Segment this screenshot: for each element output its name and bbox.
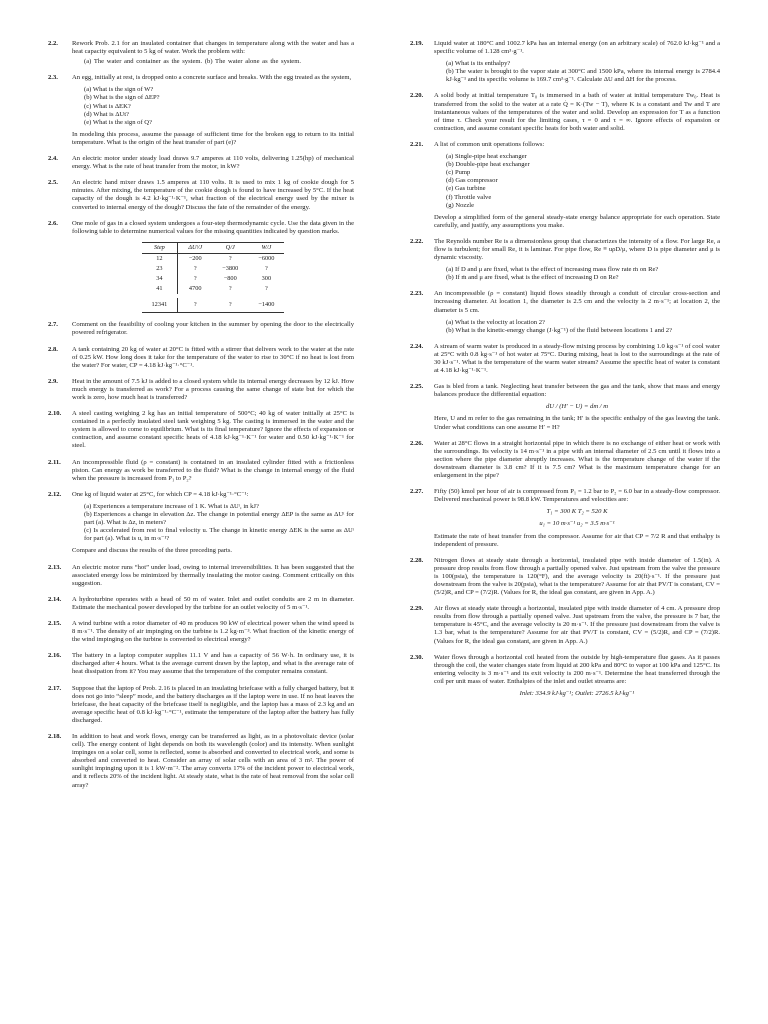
problem-number: 2.20. xyxy=(410,92,424,100)
table-row xyxy=(142,274,285,284)
equation: Inlet: 334.9 kJ·kg⁻¹; Outlet: 2726.5 kJ·kg⁻¹ xyxy=(519,690,635,697)
problem-text: In addition to heat and work flows, energy can be transferred as light, as in a photovoltaic device (solar cell). The energy content of light depends on both its wavelength (color) and its intensity. When sunlight impinges on a solar cell, some is reflected, some is absorbed and converted to electrical work, and some is absorbed and converted to heat. Consider an array of solar cells with an area of 3 m². The power of sunlight impinging upon it is 1 kW·m⁻². The array converts 17% of the incident power to electrical work, and it reflects 20% of the incident light. At steady state, what is the rate of heat removal from the solar cell array? xyxy=(72,733,354,789)
problem-2-24 xyxy=(410,343,720,375)
problem-text: An incompressible fluid (ρ = constant) is contained in an insulated cylinder fitted with a frictionless piston. Can energy as work be transferred to the fluid? What is the change in internal energy of the fluid when the pressure is increased from P₁ to P₂? xyxy=(72,458,354,482)
problem-part: (b) The water is brought to the vapor state at 300°C and 1500 kPa, where its internal energy is 2784.4 kJ·kg⁻¹ and its specific volume is 169.7 cm³·g⁻¹. Calculate ΔU and ΔH for the process. xyxy=(446,68,720,84)
problem-2-2 xyxy=(48,40,354,66)
problem-text: Fifty (50) kmol per hour of air is compressed from P₁ = 1.2 bar to P₂ = 6.0 bar in a steady-flow compressor. Delivered mechanical power is 98.8 kW. Temperatures and velocities are: xyxy=(434,488,720,504)
problem-part: (a) Single-pipe heat exchanger xyxy=(446,153,527,161)
problem-number: 2.6. xyxy=(48,219,58,227)
problem-text: In modeling this process, assume the passage of sufficient time for the broken egg to return to its initial temperature. What is the origin of the heat transfer of part (e)? xyxy=(72,130,354,146)
problem-part: (a) What is its enthalpy? xyxy=(446,60,511,68)
problem-body xyxy=(434,92,720,132)
cycle-data-table xyxy=(142,242,285,314)
problem-2-6 xyxy=(48,220,354,314)
problem-body xyxy=(72,40,354,66)
problem-2-18 xyxy=(48,733,354,790)
left-column xyxy=(48,40,354,798)
problem-2-5 xyxy=(48,179,354,211)
problem-number: 2.26. xyxy=(410,439,424,447)
problem-part: (b) Double-pipe heat exchanger xyxy=(446,161,530,169)
problem-part: (a) What is the velocity at location 2? xyxy=(446,318,545,326)
equation: T₁ = 300 K T₂ = 520 K xyxy=(546,508,608,516)
problem-text: Comment on the feasibility of cooling your kitchen in the summer by opening the door to the electrically powered refrigerator. xyxy=(72,321,354,337)
problem-number: 2.30. xyxy=(410,653,424,661)
problem-parts-list xyxy=(446,60,720,84)
problem-part: (a) What is the sign of W? xyxy=(84,86,154,94)
problem-parts-list xyxy=(446,153,720,210)
table-cell: 41 xyxy=(142,284,178,296)
problem-part: (b) What is the kinetic-energy change (J·kg⁻¹) of the fluid between locations 1 and 2? xyxy=(446,326,673,334)
problem-body xyxy=(72,733,354,790)
problem-2-16 xyxy=(48,652,354,676)
problem-2-28 xyxy=(410,557,720,597)
equation: u₁ = 10 m·s⁻¹ u₂ = 3.5 m·s⁻¹ xyxy=(539,520,615,528)
table-header: ΔUᵗ/J xyxy=(178,242,212,253)
problem-body xyxy=(434,383,720,431)
problem-text: An incompressible (ρ = constant) liquid flows steadily through a conduit of circular cross-section and increasing diameter. At location 1, the diameter is 2.5 cm and the velocity is 2 m·s⁻¹; at location 2, the diameter is 5 cm. xyxy=(434,290,720,314)
problem-text: A wind turbine with a rotor diameter of 40 m produces 90 kW of electrical power when the wind speed is 8 m·s⁻¹. The density of air impinging on the turbine is 1.2 kg·m⁻³. What fraction of the kinetic energy of the wind impinging on the turbine is converted to electrical energy? xyxy=(72,619,354,644)
problem-text: One kg of liquid water at 25°C, for which CP = 4.18 kJ·kg⁻¹·°C⁻¹: xyxy=(72,490,249,498)
problem-text: Estimate the rate of heat transfer from the compressor. Assume for air that CP = 7/2 R and that enthalpy is independent of pressure. xyxy=(434,532,720,548)
problem-number: 2.7. xyxy=(48,321,58,329)
problem-text: An electric motor runs “hot” under load, owing to internal irreversibilities. It has been suggested that the associated energy loss be minimized by thermally insulating the motor casing. Comment critically on this suggestion. xyxy=(72,563,354,587)
problem-part: (c) What is ΔEK? xyxy=(84,102,131,110)
problem-2-29 xyxy=(410,605,720,645)
problem-number: 2.5. xyxy=(48,179,58,187)
table-cell: 12341 xyxy=(142,296,178,313)
table-cell: ? xyxy=(193,264,197,272)
right-column xyxy=(410,40,720,710)
table-row xyxy=(142,253,285,264)
problem-body xyxy=(434,557,720,597)
table-cell: −1400 xyxy=(248,296,284,313)
problem-number: 2.16. xyxy=(48,652,62,660)
problem-body xyxy=(434,40,720,84)
problem-number: 2.14. xyxy=(48,595,62,603)
problem-2-15 xyxy=(48,620,354,644)
problem-body xyxy=(72,179,354,211)
problem-number: 2.12. xyxy=(48,490,62,498)
problem-number: 2.8. xyxy=(48,345,58,353)
problem-number: 2.3. xyxy=(48,74,58,82)
problem-part: (a) If D and μ are fixed, what is the effect of increasing mass flow rate ṁ on Re? xyxy=(446,266,659,274)
problem-body xyxy=(434,488,720,549)
problem-body xyxy=(434,290,720,334)
table-cell: 4700 xyxy=(188,285,202,293)
table-cell: ? xyxy=(228,285,232,293)
problem-parts-list xyxy=(446,266,720,282)
problem-part: (e) What is the sign of Q? xyxy=(84,118,152,126)
problem-2-20 xyxy=(410,92,720,132)
problem-text: An electric hand mixer draws 1.5 amperes at 110 volts. It is used to mix 1 kg of cookie dough for 5 minutes. After mixing, the temperature of the cookie dough is found to have increased by 5°C. If the heat capacity of the dough is 4.2 kJ·kg⁻¹·K⁻¹, what fraction of the electrical energy used by the mixer is converted to internal energy of the dough? Discuss the fate of the remainder of the energy. xyxy=(72,179,354,211)
problem-2-17 xyxy=(48,685,354,725)
problem-2-23 xyxy=(410,290,720,334)
problem-body xyxy=(72,652,354,676)
problem-2-27 xyxy=(410,488,720,549)
problem-text: The Reynolds number Re is a dimensionless group that characterizes the intensity of a flow. For large Re, a flow is turbulent; for small Re, it is laminar. For pipe flow, Re ≡ uρD/μ, where D is pipe diameter and μ is dynamic viscosity. xyxy=(434,237,720,262)
table-header: Step xyxy=(142,242,178,253)
problem-number: 2.10. xyxy=(48,410,62,418)
problem-text: Air flows at steady state through a horizontal, insulated pipe with inside diameter of 4 cm. A pressure drop results from flow through a partially opened valve. Just upstream from the valve, the pressure is 7 bar, the temperature is 45°C, and the average velocity is 20 m·s⁻¹. If the pressure just downstream from the valve is 1.3 bar, what is the temperature? Assume for air that PV/T is constant, CV = (5/2)R, and CP = (7/2)R. (Values for R, the ideal gas constant, are given in App. A.) xyxy=(434,605,720,645)
problem-number: 2.21. xyxy=(410,140,424,148)
problem-parts: (a) The water and container as the system. (b) The water alone as the system. xyxy=(84,58,301,66)
problem-text: A stream of warm water is produced in a steady-flow mixing process by combining 1.0 kg·s⁻¹ of cool water at 25°C with 0.8 kg·s⁻¹ of hot water at 75°C. During mixing, heat is lost to the surroundings at the rate of 30 kJ·s⁻¹. What is the temperature of the warm water stream? Assume the specific heat of water is constant at 4.18 kJ·kg⁻¹·K⁻¹. xyxy=(434,342,720,375)
problem-body xyxy=(434,654,720,702)
problem-text: Here, U and m refer to the gas remaining in the tank; H′ is the specific enthalpy of the gas leaving the tank. Under what conditions can one assume H′ = H? xyxy=(434,415,720,431)
problem-parts-list xyxy=(84,503,354,543)
problem-2-10 xyxy=(48,410,354,450)
problem-part: (c) Pump xyxy=(446,169,471,177)
problem-part: (g) Nozzle xyxy=(446,201,475,209)
problem-part: (b) What is the sign of ΔEP? xyxy=(84,94,160,102)
problem-text: Water at 28°C flows in a straight horizontal pipe in which there is no exchange of either heat or work with the surroundings. Its velocity is 14 m·s⁻¹ in a pipe with an internal diameter of 2.5 cm until it flows into a section where the pipe diameter abruptly increases. What is the temperature change of the water if the downstream diameter is 3.8 cm? If it is 7.5 cm? What is the maximum temperature change for an enlargement in the pipe? xyxy=(434,439,720,480)
problem-2-11 xyxy=(48,459,354,483)
problem-parts-list xyxy=(84,86,354,126)
problem-text: A hydroturbine operates with a head of 50 m of water. Inlet and outlet conduits are 2 m in diameter. Estimate the mechanical power developed by the turbine for an outlet velocity of 5 m·s⁻¹. xyxy=(72,595,354,611)
problem-body xyxy=(72,155,354,171)
table-row xyxy=(142,264,285,274)
table-cell: 23 xyxy=(142,264,178,274)
problem-text: One mole of gas in a closed system undergoes a four-step thermodynamic cycle. Use the data given in the following table to determine numerical values for the missing quantities indicated by question marks. xyxy=(72,219,354,235)
problem-part: (f) Throttle valve xyxy=(446,193,492,201)
problem-text: Water flows through a horizontal coil heated from the outside by high-temperature flue gases. As it passes through the coil, the water changes state from liquid at 200 kPa and 80°C to vapor at 100 kPa and 125°C. Its entering velocity is 3 m·s⁻¹ and its exit velocity is 200 m·s⁻¹. Determine the heat transferred through the coil per unit mass of water. Enthalpies of the inlet and outlet streams are: xyxy=(434,653,721,685)
problem-text: Heat in the amount of 7.5 kJ is added to a closed system while its internal energy decreases by 12 kJ. How much energy is transferred as work? For a process causing the same change of state but for which the work is zero, how much heat is transferred? xyxy=(72,377,354,401)
problem-part: (e) Gas turbine xyxy=(446,185,486,193)
problem-number: 2.17. xyxy=(48,684,62,692)
problem-part: (d) Gas compressor xyxy=(446,177,498,185)
table-cell: ? xyxy=(264,264,268,272)
table-header: W/J xyxy=(248,242,284,253)
table-cell: ? xyxy=(264,285,268,293)
problem-part: (d) What is ΔUt? xyxy=(84,110,129,118)
problem-number: 2.22. xyxy=(410,237,424,245)
problem-body xyxy=(434,238,720,282)
problem-body xyxy=(72,459,354,483)
problem-body xyxy=(434,141,720,230)
problem-text: The battery in a laptop computer supplies 11.1 V and has a capacity of 56 W·h. In ordinary use, it is discharged after 4 hours. What is the average current drawn by the laptop, and what is the average rate of heat dissipation from it? You may assume that the temperature of the computer remains constant. xyxy=(72,652,354,676)
problem-number: 2.2. xyxy=(48,40,58,47)
problem-number: 2.18. xyxy=(48,733,62,740)
problem-2-21 xyxy=(410,141,720,230)
table-row xyxy=(142,284,285,296)
problem-text: Compare and discuss the results of the three preceding parts. xyxy=(72,547,233,555)
problem-2-30 xyxy=(410,654,720,702)
table-cell: −800 xyxy=(223,275,237,283)
problem-body xyxy=(72,220,354,314)
problem-number: 2.11. xyxy=(48,458,61,466)
problem-text: A solid body at initial temperature T₀ is immersed in a bath of water at initial temperature Tw₀. Heat is transferred from the solid to the water at a rate Q̇ = K·(Tw − T), where K is a constant and Tw and T are instantaneous values of the temperatures of the water and solid. Develop an expression for T as a function of time τ. Check your result for the limiting cases, τ = 0 and τ = ∞. Ignore effects of expansion or contraction, and assume constant specific heats for both water and solid. xyxy=(434,92,720,132)
table-header: Q/J xyxy=(212,242,248,253)
problem-number: 2.27. xyxy=(410,488,424,496)
problem-body xyxy=(434,605,720,645)
problem-part: (c) Is accelerated from rest to final velocity u. The change in kinetic energy ΔEK is the same as ΔUᵗ for part (a). What is u, in m·s⁻¹? xyxy=(84,527,354,543)
problem-2-9 xyxy=(48,378,354,402)
problem-2-3 xyxy=(48,74,354,147)
problem-2-8 xyxy=(48,346,354,370)
problem-2-25 xyxy=(410,383,720,431)
problem-2-13 xyxy=(48,564,354,588)
problem-parts-list xyxy=(446,319,720,335)
problem-body xyxy=(72,491,354,556)
problem-2-7 xyxy=(48,321,354,337)
problem-number: 2.23. xyxy=(410,290,424,298)
problem-text: Liquid water at 180°C and 1002.7 kPa has an internal energy (on an arbitrary scale) of 762.0 kJ·kg⁻¹ and a specific volume of 1.128 cm³·g⁻¹. xyxy=(434,40,720,56)
problem-text: An egg, initially at rest, is dropped onto a concrete surface and breaks. With the egg treated as the system, xyxy=(72,74,352,82)
table-cell: 34 xyxy=(142,274,178,284)
problem-text: A tank containing 20 kg of water at 20°C is fitted with a stirrer that delivers work to the water at the rate of 0.25 kW. How long does it take for the temperature of the water to rise to 30°C if no heat is lost from the water? For water, CP = 4.18 kJ·kg⁻¹·°C⁻¹. xyxy=(72,345,354,369)
table-cell: −6000 xyxy=(258,254,275,262)
table-cell: −3800 xyxy=(222,264,239,272)
problem-body xyxy=(72,620,354,644)
problem-text: Gas is bled from a tank. Neglecting heat transfer between the gas and the tank, show that mass and energy balances produce the differential equation: xyxy=(434,383,720,399)
problem-part: (b) Experiences a change in elevation Δz. The change in potential energy ΔEP is the same as ΔUᵗ for part (a). What is Δz, in meters? xyxy=(84,511,354,527)
problem-body xyxy=(72,596,354,612)
table-cell: 300 xyxy=(261,275,272,283)
problem-text: Suppose that the laptop of Prob. 2.16 is placed in an insulating briefcase with a fully charged battery, but it does not go into “sleep” mode, and the battery discharges as if the laptop were in use. If no heat leaves the briefcase, the heat capacity of the briefcase itself is negligible, and the laptop has a mass of 2.3 kg and an average specific heat of 0.8 kJ·kg⁻¹·°C⁻¹, estimate the temperature of the laptop after the battery has fully discharged. xyxy=(72,684,354,724)
problem-2-22 xyxy=(410,238,720,282)
problem-number: 2.28. xyxy=(410,556,424,564)
problem-number: 2.4. xyxy=(48,155,58,163)
table-total-row xyxy=(142,296,285,313)
table-cell: ? xyxy=(212,296,248,313)
problem-body xyxy=(434,440,720,480)
table-cell: 12 xyxy=(142,253,178,264)
problem-text: A list of common unit operations follows: xyxy=(434,140,545,148)
problem-2-26 xyxy=(410,440,720,480)
problem-number: 2.9. xyxy=(48,377,58,385)
problem-text: Develop a simplified form of the general steady-state energy balance appropriate for each operation. State carefully, and justify, any assumptions you make. xyxy=(434,213,720,229)
problem-2-19 xyxy=(410,40,720,84)
table-cell: −200 xyxy=(188,254,202,262)
problem-body xyxy=(72,564,354,588)
problem-number: 2.29. xyxy=(410,605,424,613)
table-cell: ? xyxy=(193,275,197,283)
problem-2-14 xyxy=(48,596,354,612)
table-cell: ? xyxy=(178,296,212,313)
problem-2-12 xyxy=(48,491,354,556)
problem-text: A steel casting weighing 2 kg has an initial temperature of 500°C; 40 kg of water initially at 25°C is contained in a perfectly insulated steel tank weighing 5 kg. The casting is immersed in the water and the system is allowed to come to equilibrium. What is its final temperature? Ignore the effects of expansion or contraction, and assume constant specific heats of 4.18 kJ·kg⁻¹·K⁻¹ for water and 0.50 kJ·kg⁻¹·K⁻¹ for steel. xyxy=(72,410,354,450)
problem-body xyxy=(72,685,354,725)
problem-body xyxy=(72,346,354,370)
problem-body xyxy=(72,378,354,402)
problem-number: 2.24. xyxy=(410,342,424,350)
problem-body xyxy=(434,343,720,375)
problem-number: 2.15. xyxy=(48,619,62,627)
problem-body xyxy=(72,410,354,450)
equation: dU / (H′ − U) = dm / m xyxy=(546,403,608,411)
problem-number: 2.19. xyxy=(410,40,424,47)
problem-part: (b) If ṁ and μ are fixed, what is the effect of increasing D on Re? xyxy=(446,274,619,282)
problem-number: 2.13. xyxy=(48,563,62,571)
problem-text: Nitrogen flows at steady state through a horizontal, insulated pipe with inside diameter of 1.5(in). A pressure drop results from flow through a partially opened valve. Just upstream from the valve the pressure is 100(psia), the temperature is 120(°F), and the average velocity is 20(ft)·s⁻¹. If the pressure just downstream from the valve is 20(psia), what is the temperature? Assume for air that PV/T is constant, CV = (5/2)R, and CP = (7/2)R. (Values for R, the ideal gas constant, are given in App. A.) xyxy=(434,556,720,597)
problem-body xyxy=(72,74,354,147)
problem-text: Rework Prob. 2.1 for an insulated container that changes in temperature along with the water and has a heat capacity equivalent to 5 kg of water. Work the problem with: xyxy=(72,40,354,56)
problem-number: 2.25. xyxy=(410,383,424,391)
problem-2-4 xyxy=(48,155,354,171)
problem-text: An electric motor under steady load draws 9.7 amperes at 110 volts, delivering 1.25(hp) of mechanical energy. What is the rate of heat transfer from the motor, in kW? xyxy=(72,155,354,171)
problem-body xyxy=(72,321,354,337)
table-cell: ? xyxy=(228,254,232,262)
problem-part: (a) Experiences a temperature increase of 1 K. What is ΔUᵗ, in kJ? xyxy=(84,502,259,510)
